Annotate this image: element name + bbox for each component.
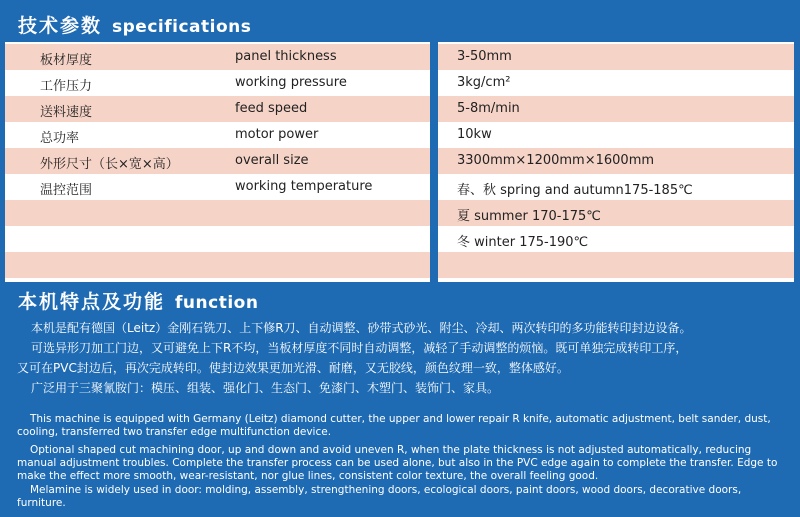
function-zh-line: 广泛用于三聚氰胺门：模压、组装、强化门、生态门、免漆门、木塑门、装饰门、家具。 [31, 381, 500, 395]
function-en-line: manual adjustment troubles. Complete the transfer process can be used alone, but also in the PVC edge again to complete the transfer. Edge to [17, 457, 778, 469]
spec-value-row [438, 44, 794, 70]
spec-label-zh: 送料速度 [40, 105, 93, 120]
spec-value: 冬 winter 175-190℃ [457, 235, 589, 250]
spec-label-en: panel thickness [235, 49, 337, 64]
function-heading [18, 287, 258, 314]
spec-label-en: overall size [235, 153, 309, 168]
spec-row [5, 200, 430, 226]
spec-row [5, 122, 430, 148]
spec-value-row [438, 200, 794, 226]
spec-table-values [438, 42, 794, 282]
function-en-line: furniture. [17, 497, 66, 509]
spec-label-zh: 板材厚度 [40, 53, 93, 68]
spec-value: 5-8m/min [457, 101, 520, 116]
spec-value-row [438, 122, 794, 148]
spec-value-row [438, 174, 794, 200]
spec-value-row [438, 70, 794, 96]
spec-label-en: working temperature [235, 179, 373, 194]
spec-row [5, 44, 430, 70]
spec-row [5, 96, 430, 122]
spec-row [5, 148, 430, 174]
specifications-title-en: specifications [112, 17, 252, 37]
spec-row [5, 70, 430, 96]
spec-label-zh: 工作压力 [40, 79, 93, 94]
spec-value-row [438, 252, 794, 278]
spec-label-zh: 外形尺寸（长×宽×高） [40, 157, 179, 172]
spec-row [5, 174, 430, 200]
specifications-title-zh: 技术参数 [18, 15, 103, 37]
spec-value-row [438, 226, 794, 252]
spec-row [5, 252, 430, 278]
function-en-line: Optional shaped cut machining door, up and down and avoid uneven R, when the plate thickness is not adjusted automatically, reducing [30, 444, 752, 456]
function-zh-line: 又可在PVC封边后，再次完成转印。使封边效果更加光滑、耐磨，又无胶线，颜色纹理一致，整体感好。 [17, 361, 569, 375]
function-en-line: Melamine is widely used in door: molding, assembly, strengthening doors, ecological doors, paint doors, wood doors, decorative doors, [30, 484, 742, 496]
function-title-zh: 本机特点及功能 [18, 291, 166, 313]
spec-label-zh: 温控范围 [40, 183, 93, 198]
function-en-line: make the effect more smooth, wear-resistant, nor glue lines, consistent color texture, the overall feeling good. [17, 470, 599, 482]
spec-value: 3kg/cm² [457, 75, 511, 90]
spec-value: 10kw [457, 127, 492, 142]
spec-value: 春、秋 spring and autumn175-185℃ [457, 183, 693, 198]
spec-label-zh: 总功率 [40, 131, 80, 146]
spec-row [5, 226, 430, 252]
function-en-line: cooling, transferred two transfer edge multifunction device. [17, 426, 332, 438]
specifications-heading [18, 11, 251, 38]
spec-value: 夏 summer 170-175℃ [457, 209, 601, 224]
function-title-en: function [175, 293, 259, 313]
spec-table-labels [5, 42, 430, 282]
spec-value-row [438, 148, 794, 174]
spec-value: 3-50mm [457, 49, 512, 64]
spec-value: 3300mm×1200mm×1600mm [457, 153, 655, 168]
spec-label-en: motor power [235, 127, 319, 142]
function-zh-line: 本机是配有德国（Leitz）金刚石铣刀、上下修R刀、自动调整、砂带式砂光、附尘、冷却、两次转印的多功能转印封边设备。 [31, 321, 692, 335]
function-en-line: This machine is equipped with Germany (Leitz) diamond cutter, the upper and lower repair R knife, automatic adjustment, belt sander, dust, [30, 413, 771, 425]
spec-label-en: feed speed [235, 101, 308, 116]
spec-value-row [438, 96, 794, 122]
spec-label-en: working pressure [235, 75, 347, 90]
function-zh-line: 可选异形刀加工门边，又可避免上下R不均，当板材厚度不同时自动调整，减轻了手动调整的烦恼。既可单独完成转印工序， [31, 341, 688, 355]
